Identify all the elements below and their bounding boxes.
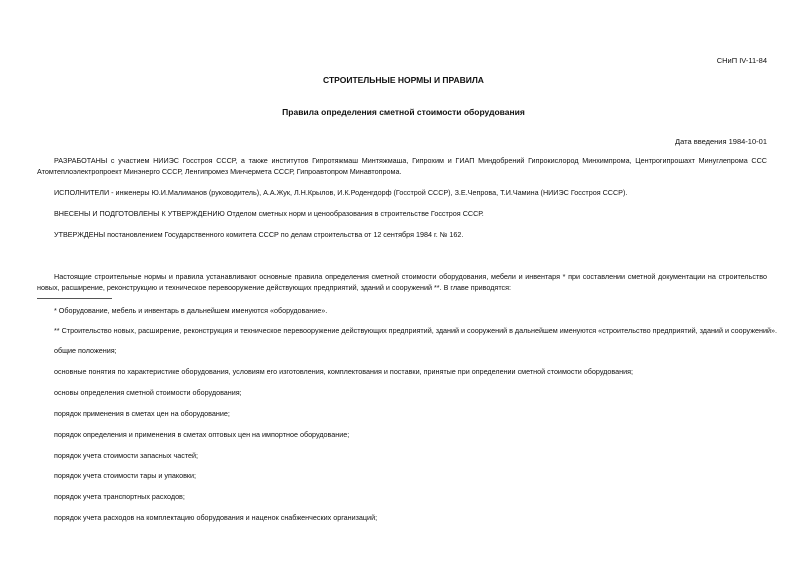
footnote-1: * Оборудование, мебель и инвентарь в дальнейшем именуются «оборудование». — [54, 306, 328, 315]
list-item: порядок учета стоимости тары и упаковки; — [54, 471, 197, 480]
list-item: порядок определения и применения в сметах оптовых цен на импортное оборудование; — [54, 430, 350, 439]
list-item: порядок применения в сметах цен на оборудование; — [54, 409, 230, 418]
footnote-2: ** Строительство новых, расширение, реконструкция и техническое перевооружение действующих предприятий, зданий и сооружений в дальнейшем именуются «строительство предприятий, зданий и сооружений». — [54, 326, 778, 335]
list-item: общие положения; — [54, 346, 117, 355]
list-item: порядок учета расходов на комплектацию оборудования и наценок снабженческих организаций; — [54, 513, 378, 522]
list-item: основные понятия по характеристике оборудования, условиям его изготовления, комплектования и поставки, принятые при определении сметной стоимости оборудования; — [54, 367, 633, 376]
effective-date: Дата введения 1984-10-01 — [675, 137, 767, 146]
executors-paragraph: ИСПОЛНИТЕЛИ - инженеры Ю.И.Малиманов (руководитель), А.А.Жук, Л.Н.Крылов, И.К.Роденгдорф (Госстрой СССР), З.Е.Чепрова, Т.И.Чамина (НИИЭС Госстроя СССР). — [54, 188, 628, 197]
list-item: порядок учета стоимости запасных частей; — [54, 451, 199, 460]
list-item: порядок учета транспортных расходов; — [54, 492, 185, 501]
intro-paragraph: Настоящие строительные нормы и правила устанавливают основные правила определения сметной стоимости оборудования, мебели и инвентаря * при составлении сметной документации на строительство новых, расширение, реконструкцию и техническое перевооружение действующих предприятий, зданий и сооружений **. В главе приводятся: — [37, 272, 767, 292]
developed-paragraph: РАЗРАБОТАНЫ с участием НИИЭС Госстроя СССР, а также институтов Гипротяжмаш Минтяжмаша, Гипрохим и ГИАП Миндобрений Гипрокислород Минхимпрома, Центрогипрошахт Минуглепрома ССС Атомтеплоэлектропроект Минэнерго СССР, Ленгипромез Минчермета СССР, Гипроавтопром Минавтопрома. — [37, 156, 767, 176]
footnote-divider — [37, 298, 112, 299]
document-title: СТРОИТЕЛЬНЫЕ НОРМЫ И ПРАВИЛА — [323, 75, 484, 85]
document-code: СНиП IV-11-84 — [716, 56, 767, 65]
approved-paragraph: УТВЕРЖДЕНЫ постановлением Государственного комитета СССР по делам строительства от 12 сентября 1984 г. № 162. — [54, 230, 464, 239]
list-item: основы определения сметной стоимости оборудования; — [54, 388, 242, 397]
document-subtitle: Правила определения сметной стоимости оборудования — [282, 107, 525, 117]
introduced-paragraph: ВНЕСЕНЫ И ПОДГОТОВЛЕНЫ К УТВЕРЖДЕНИЮ Отделом сметных норм и ценообразования в строительстве Госстроя СССР. — [54, 209, 484, 218]
